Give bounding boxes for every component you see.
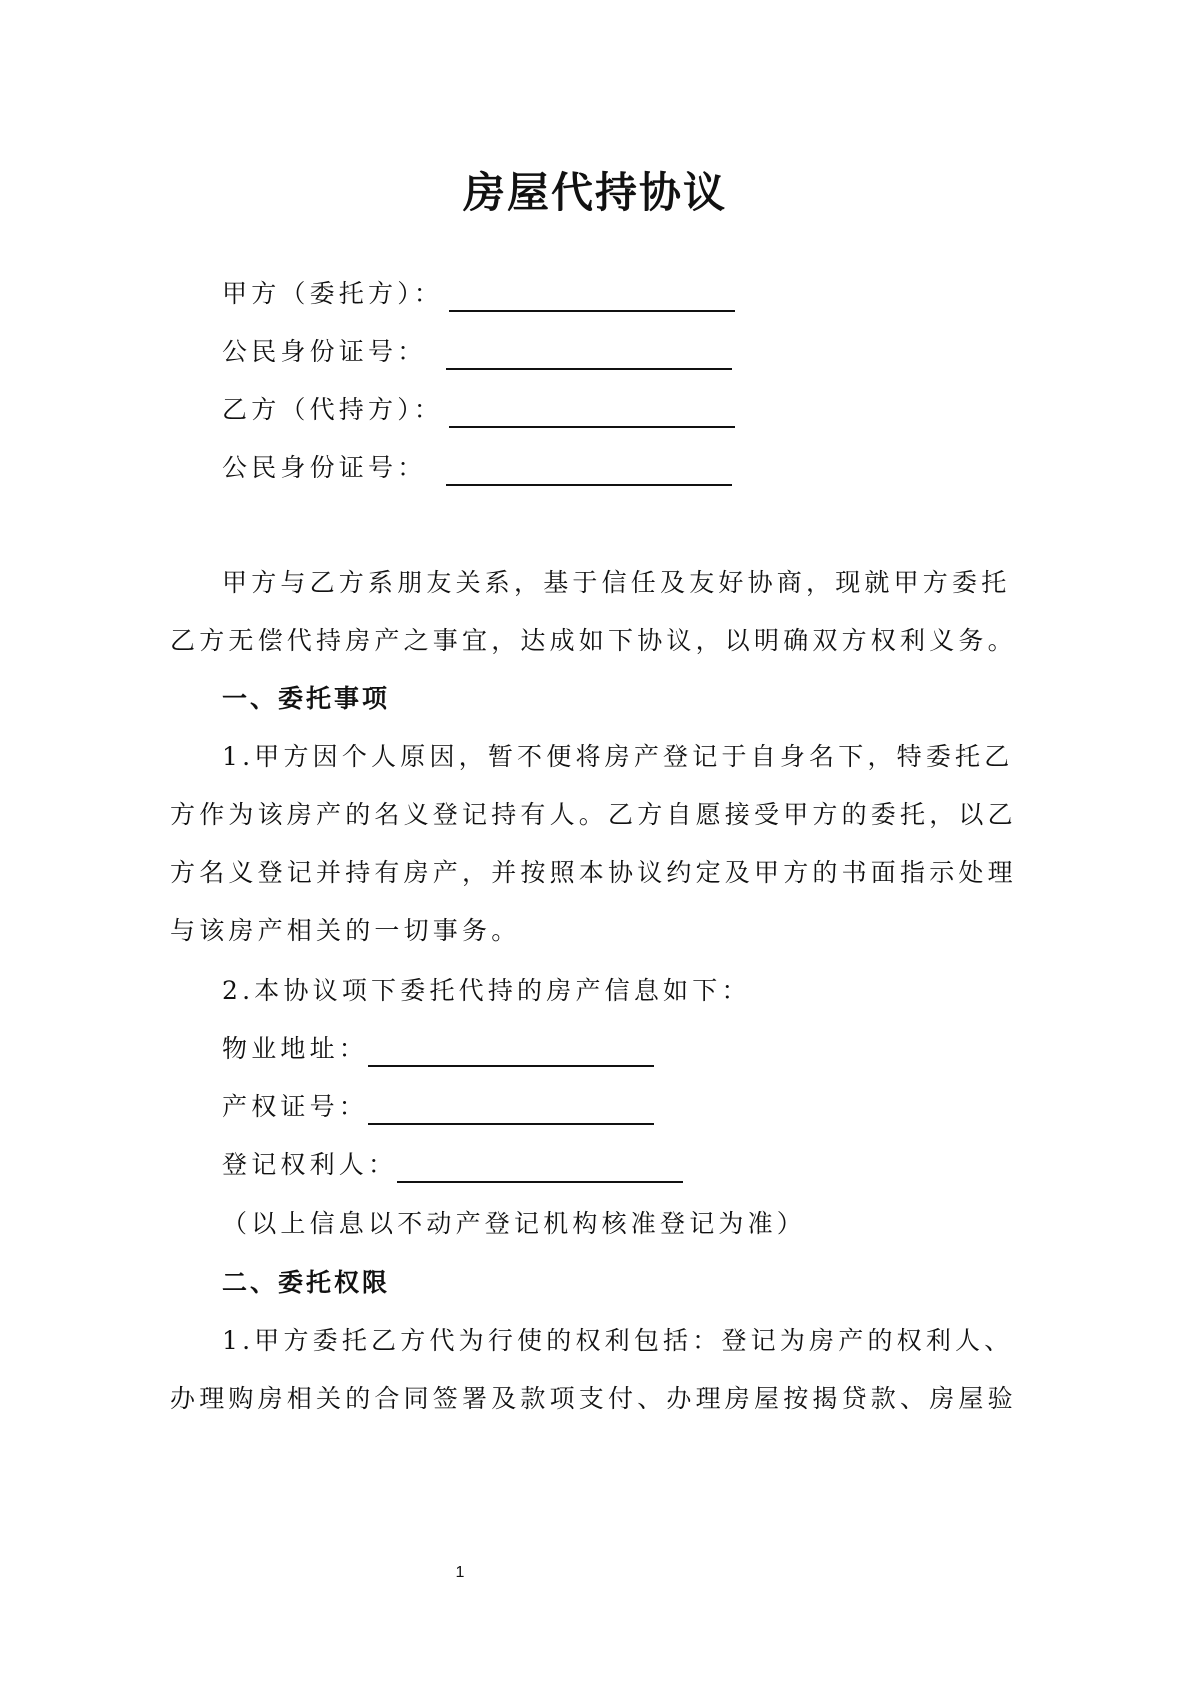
party-a-blank[interactable]: [449, 282, 735, 312]
section-2-heading: 二、委托权限: [222, 1268, 391, 1297]
party-b-id-row: [222, 450, 732, 486]
section-1-clause-1-line-3: 方名义登记并持有房产，并按照本协议约定及甲方的书面指示处理: [170, 858, 1017, 887]
intro-line-1: 甲方与乙方系朋友关系，基于信任及友好协商，现就甲方委托: [222, 568, 1011, 597]
property-address-blank[interactable]: [368, 1037, 654, 1067]
section-1-clause-2: 2.本协议项下委托代持的房产信息如下：: [222, 976, 751, 1005]
party-b-row: [222, 392, 735, 428]
party-a-id-row: [222, 334, 732, 370]
party-b-id-label: 公民身份证号：: [222, 453, 427, 482]
party-b-blank[interactable]: [449, 398, 735, 428]
property-address-row: [222, 1031, 654, 1067]
party-a-id-blank[interactable]: [446, 340, 732, 370]
property-certificate-blank[interactable]: [368, 1095, 654, 1125]
property-certificate-row: [222, 1089, 654, 1125]
party-b-label: 乙方（代持方）：: [222, 395, 444, 424]
section-1-heading: 一、委托事项: [222, 684, 391, 713]
property-certificate-label: 产权证号：: [222, 1092, 369, 1121]
section-2-clause-1-line-1: 1.甲方委托乙方代为行使的权利包括：登记为房产的权利人、: [222, 1326, 1014, 1355]
party-a-id-label: 公民身份证号：: [222, 337, 427, 366]
property-info-note: （以上信息以不动产登记机构核准登记为准）: [222, 1209, 807, 1238]
registered-owner-row: [222, 1147, 683, 1183]
page-number: 1: [455, 1564, 465, 1581]
registered-owner-blank[interactable]: [397, 1153, 683, 1183]
registered-owner-label: 登记权利人：: [222, 1150, 398, 1179]
section-1-clause-1-line-4: 与该房产相关的一切事务。: [170, 916, 521, 945]
party-b-id-blank[interactable]: [446, 456, 732, 486]
section-1-clause-1-line-1: 1.甲方因个人原因，暂不便将房产登记于自身名下，特委托乙: [222, 742, 1014, 771]
party-a-label: 甲方（委托方）：: [222, 279, 444, 308]
section-1-clause-1-line-2: 方作为该房产的名义登记持有人。乙方自愿接受甲方的委托，以乙: [170, 800, 1017, 829]
party-a-row: [222, 276, 735, 312]
property-address-label: 物业地址：: [222, 1034, 369, 1063]
document-title: 房屋代持协议: [462, 168, 727, 217]
section-2-clause-1-line-2: 办理购房相关的合同签署及款项支付、办理房屋按揭贷款、房屋验: [170, 1384, 1017, 1413]
intro-line-2: 乙方无偿代持房产之事宜，达成如下协议，以明确双方权利义务。: [170, 626, 1017, 655]
